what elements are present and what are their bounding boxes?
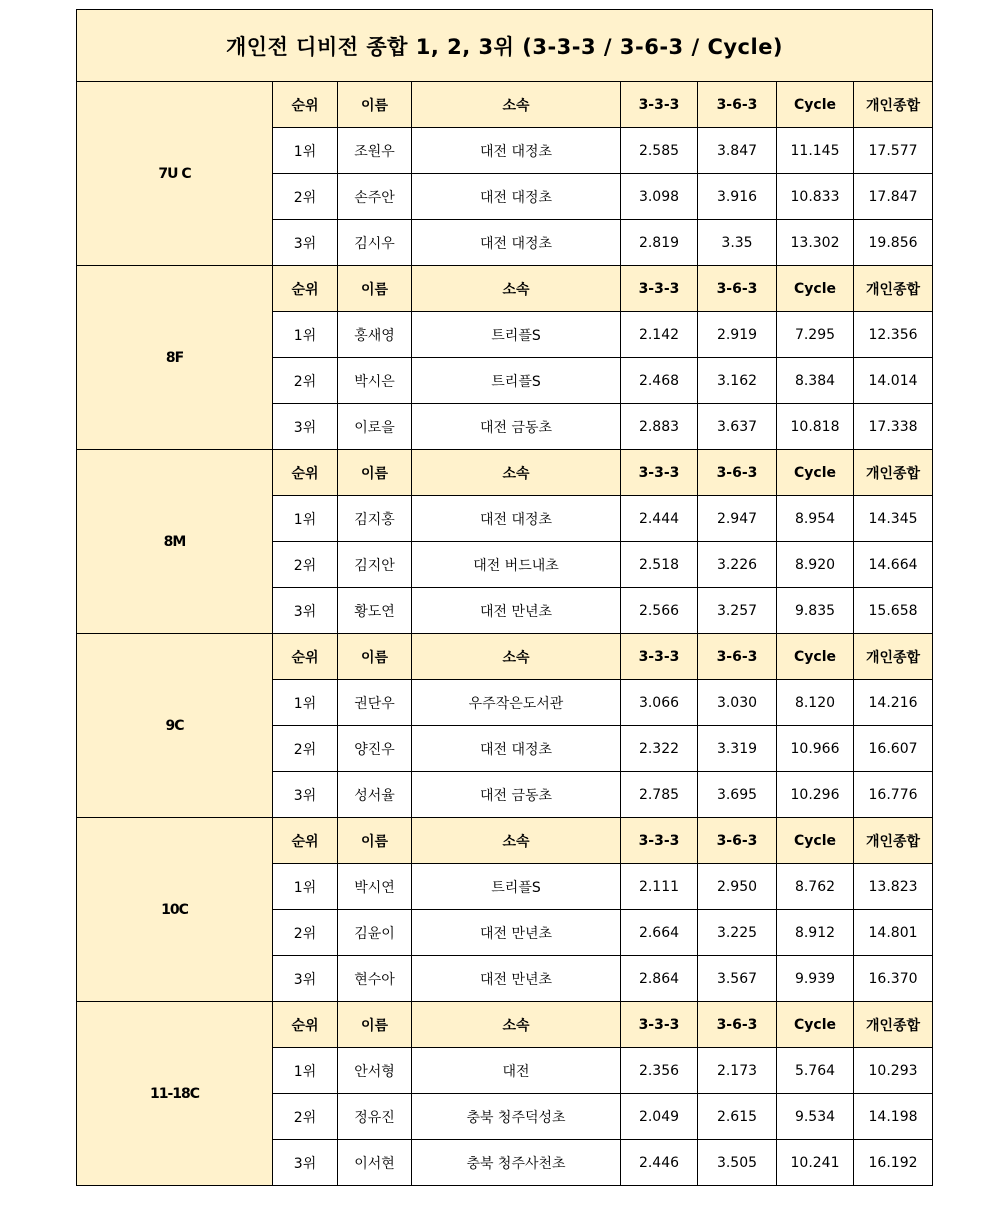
score-333-cell: 2.585 [621, 128, 698, 174]
cycle-cell: 10.296 [777, 772, 854, 818]
score-363-cell: 3.35 [698, 220, 777, 266]
total-cell: 14.014 [854, 358, 933, 404]
rank-cell: 1위 [273, 312, 338, 358]
total-cell: 14.216 [854, 680, 933, 726]
score-333-cell: 3.066 [621, 680, 698, 726]
name-cell: 안서형 [338, 1048, 412, 1094]
total-header: 개인종합 [854, 266, 933, 312]
cycle-cell: 8.384 [777, 358, 854, 404]
affiliation-cell: 대전 대정초 [412, 726, 621, 772]
rank-cell: 1위 [273, 496, 338, 542]
cycle-header: Cycle [777, 1002, 854, 1048]
score-363-header: 3-6-3 [698, 634, 777, 680]
score-333-cell: 2.883 [621, 404, 698, 450]
cycle-cell: 11.145 [777, 128, 854, 174]
cycle-cell: 5.764 [777, 1048, 854, 1094]
rank-header: 순위 [273, 818, 338, 864]
rank-cell: 3위 [273, 956, 338, 1002]
cycle-cell: 10.241 [777, 1140, 854, 1186]
affiliation-cell: 대전 만년초 [412, 956, 621, 1002]
score-363-cell: 3.916 [698, 174, 777, 220]
rank-cell: 2위 [273, 726, 338, 772]
rank-cell: 1위 [273, 864, 338, 910]
cycle-cell: 10.818 [777, 404, 854, 450]
score-333-header: 3-3-3 [621, 450, 698, 496]
total-cell: 15.658 [854, 588, 933, 634]
affiliation-cell: 대전 만년초 [412, 588, 621, 634]
name-cell: 성서율 [338, 772, 412, 818]
group-header-row [77, 1002, 933, 1048]
name-cell: 김윤이 [338, 910, 412, 956]
cycle-cell: 10.833 [777, 174, 854, 220]
score-363-cell: 3.226 [698, 542, 777, 588]
score-363-cell: 2.173 [698, 1048, 777, 1094]
score-363-header: 3-6-3 [698, 266, 777, 312]
cycle-cell: 8.912 [777, 910, 854, 956]
score-333-cell: 2.446 [621, 1140, 698, 1186]
score-333-header: 3-3-3 [621, 634, 698, 680]
score-363-header: 3-6-3 [698, 450, 777, 496]
total-cell: 14.198 [854, 1094, 933, 1140]
affiliation-cell: 대전 [412, 1048, 621, 1094]
affiliation-cell: 대전 대정초 [412, 174, 621, 220]
cycle-cell: 7.295 [777, 312, 854, 358]
total-header: 개인종합 [854, 634, 933, 680]
affiliation-cell: 충북 청주덕성초 [412, 1094, 621, 1140]
score-363-cell: 2.615 [698, 1094, 777, 1140]
score-363-cell: 3.162 [698, 358, 777, 404]
score-363-cell: 3.257 [698, 588, 777, 634]
score-333-header: 3-3-3 [621, 818, 698, 864]
score-333-cell: 2.111 [621, 864, 698, 910]
affiliation-cell: 충북 청주사천초 [412, 1140, 621, 1186]
score-333-cell: 2.356 [621, 1048, 698, 1094]
total-cell: 10.293 [854, 1048, 933, 1094]
group-header-row [77, 818, 933, 864]
division-label: 10C [77, 818, 273, 1002]
name-cell: 김지홍 [338, 496, 412, 542]
rank-header: 순위 [273, 1002, 338, 1048]
rank-cell: 2위 [273, 542, 338, 588]
name-header: 이름 [338, 818, 412, 864]
score-333-header: 3-3-3 [621, 1002, 698, 1048]
affiliation-cell: 대전 대정초 [412, 220, 621, 266]
name-header: 이름 [338, 1002, 412, 1048]
score-363-cell: 2.950 [698, 864, 777, 910]
score-333-cell: 2.142 [621, 312, 698, 358]
score-363-cell: 3.695 [698, 772, 777, 818]
name-cell: 김시우 [338, 220, 412, 266]
name-cell: 현수아 [338, 956, 412, 1002]
rank-cell: 2위 [273, 910, 338, 956]
score-363-cell: 3.637 [698, 404, 777, 450]
score-333-cell: 2.664 [621, 910, 698, 956]
score-333-cell: 2.444 [621, 496, 698, 542]
total-cell: 16.192 [854, 1140, 933, 1186]
affiliation-header: 소속 [412, 450, 621, 496]
rank-cell: 3위 [273, 1140, 338, 1186]
total-cell: 14.801 [854, 910, 933, 956]
name-header: 이름 [338, 450, 412, 496]
affiliation-cell: 트리플S [412, 312, 621, 358]
score-333-cell: 2.566 [621, 588, 698, 634]
name-header: 이름 [338, 82, 412, 128]
affiliation-cell: 우주작은도서관 [412, 680, 621, 726]
division-label: 8M [77, 450, 273, 634]
score-333-cell: 2.819 [621, 220, 698, 266]
group-header-row [77, 634, 933, 680]
total-cell: 12.356 [854, 312, 933, 358]
score-363-cell: 3.225 [698, 910, 777, 956]
cycle-cell: 9.835 [777, 588, 854, 634]
cycle-cell: 8.762 [777, 864, 854, 910]
score-363-cell: 3.030 [698, 680, 777, 726]
division-label: 9C [77, 634, 273, 818]
score-363-cell: 2.947 [698, 496, 777, 542]
total-cell: 17.847 [854, 174, 933, 220]
rank-header: 순위 [273, 266, 338, 312]
affiliation-header: 소속 [412, 82, 621, 128]
total-cell: 13.823 [854, 864, 933, 910]
total-cell: 17.577 [854, 128, 933, 174]
rank-header: 순위 [273, 450, 338, 496]
affiliation-header: 소속 [412, 818, 621, 864]
cycle-cell: 8.954 [777, 496, 854, 542]
rank-cell: 3위 [273, 404, 338, 450]
name-cell: 권단우 [338, 680, 412, 726]
name-cell: 이로을 [338, 404, 412, 450]
score-333-cell: 2.049 [621, 1094, 698, 1140]
score-363-cell: 3.505 [698, 1140, 777, 1186]
total-cell: 17.338 [854, 404, 933, 450]
rank-cell: 1위 [273, 128, 338, 174]
name-cell: 양진우 [338, 726, 412, 772]
results-table [76, 9, 933, 1186]
score-363-cell: 3.567 [698, 956, 777, 1002]
cycle-cell: 8.120 [777, 680, 854, 726]
total-cell: 14.345 [854, 496, 933, 542]
cycle-header: Cycle [777, 82, 854, 128]
score-363-cell: 3.319 [698, 726, 777, 772]
score-363-header: 3-6-3 [698, 818, 777, 864]
division-label: 8F [77, 266, 273, 450]
score-363-header: 3-6-3 [698, 1002, 777, 1048]
score-333-header: 3-3-3 [621, 82, 698, 128]
score-333-cell: 2.322 [621, 726, 698, 772]
affiliation-cell: 대전 금동초 [412, 772, 621, 818]
affiliation-cell: 대전 만년초 [412, 910, 621, 956]
name-cell: 손주안 [338, 174, 412, 220]
rank-cell: 3위 [273, 772, 338, 818]
name-cell: 홍새영 [338, 312, 412, 358]
cycle-cell: 9.534 [777, 1094, 854, 1140]
name-cell: 황도연 [338, 588, 412, 634]
affiliation-header: 소속 [412, 634, 621, 680]
cycle-cell: 8.920 [777, 542, 854, 588]
affiliation-cell: 대전 금동초 [412, 404, 621, 450]
name-cell: 박시연 [338, 864, 412, 910]
total-cell: 19.856 [854, 220, 933, 266]
page-title: 개인전 디비전 종합 1, 2, 3위 (3-3-3 / 3-6-3 / Cycle) [77, 10, 933, 82]
affiliation-cell: 대전 대정초 [412, 496, 621, 542]
total-cell: 16.370 [854, 956, 933, 1002]
score-363-cell: 2.919 [698, 312, 777, 358]
cycle-header: Cycle [777, 450, 854, 496]
total-header: 개인종합 [854, 450, 933, 496]
cycle-header: Cycle [777, 266, 854, 312]
group-header-row [77, 82, 933, 128]
total-cell: 16.776 [854, 772, 933, 818]
rank-cell: 1위 [273, 680, 338, 726]
score-333-cell: 2.785 [621, 772, 698, 818]
cycle-cell: 10.966 [777, 726, 854, 772]
score-363-header: 3-6-3 [698, 82, 777, 128]
total-cell: 16.607 [854, 726, 933, 772]
rank-cell: 2위 [273, 358, 338, 404]
score-333-cell: 2.864 [621, 956, 698, 1002]
affiliation-cell: 대전 버드내초 [412, 542, 621, 588]
score-363-cell: 3.847 [698, 128, 777, 174]
division-label: 7U C [77, 82, 273, 266]
division-label: 11-18C [77, 1002, 273, 1186]
cycle-header: Cycle [777, 634, 854, 680]
rank-cell: 3위 [273, 220, 338, 266]
name-cell: 정유진 [338, 1094, 412, 1140]
affiliation-header: 소속 [412, 1002, 621, 1048]
rank-cell: 1위 [273, 1048, 338, 1094]
score-333-header: 3-3-3 [621, 266, 698, 312]
score-333-cell: 2.468 [621, 358, 698, 404]
rank-cell: 3위 [273, 588, 338, 634]
rank-header: 순위 [273, 634, 338, 680]
name-cell: 박시은 [338, 358, 412, 404]
total-cell: 14.664 [854, 542, 933, 588]
group-header-row [77, 266, 933, 312]
name-header: 이름 [338, 266, 412, 312]
cycle-cell: 9.939 [777, 956, 854, 1002]
total-header: 개인종합 [854, 1002, 933, 1048]
name-cell: 김지안 [338, 542, 412, 588]
results-sheet [76, 9, 932, 1186]
total-header: 개인종합 [854, 82, 933, 128]
affiliation-cell: 트리플S [412, 864, 621, 910]
name-cell: 이서현 [338, 1140, 412, 1186]
group-header-row [77, 450, 933, 496]
cycle-cell: 13.302 [777, 220, 854, 266]
rank-cell: 2위 [273, 174, 338, 220]
affiliation-header: 소속 [412, 266, 621, 312]
affiliation-cell: 대전 대정초 [412, 128, 621, 174]
rank-cell: 2위 [273, 1094, 338, 1140]
score-333-cell: 3.098 [621, 174, 698, 220]
name-cell: 조원우 [338, 128, 412, 174]
affiliation-cell: 트리플S [412, 358, 621, 404]
total-header: 개인종합 [854, 818, 933, 864]
score-333-cell: 2.518 [621, 542, 698, 588]
cycle-header: Cycle [777, 818, 854, 864]
rank-header: 순위 [273, 82, 338, 128]
name-header: 이름 [338, 634, 412, 680]
